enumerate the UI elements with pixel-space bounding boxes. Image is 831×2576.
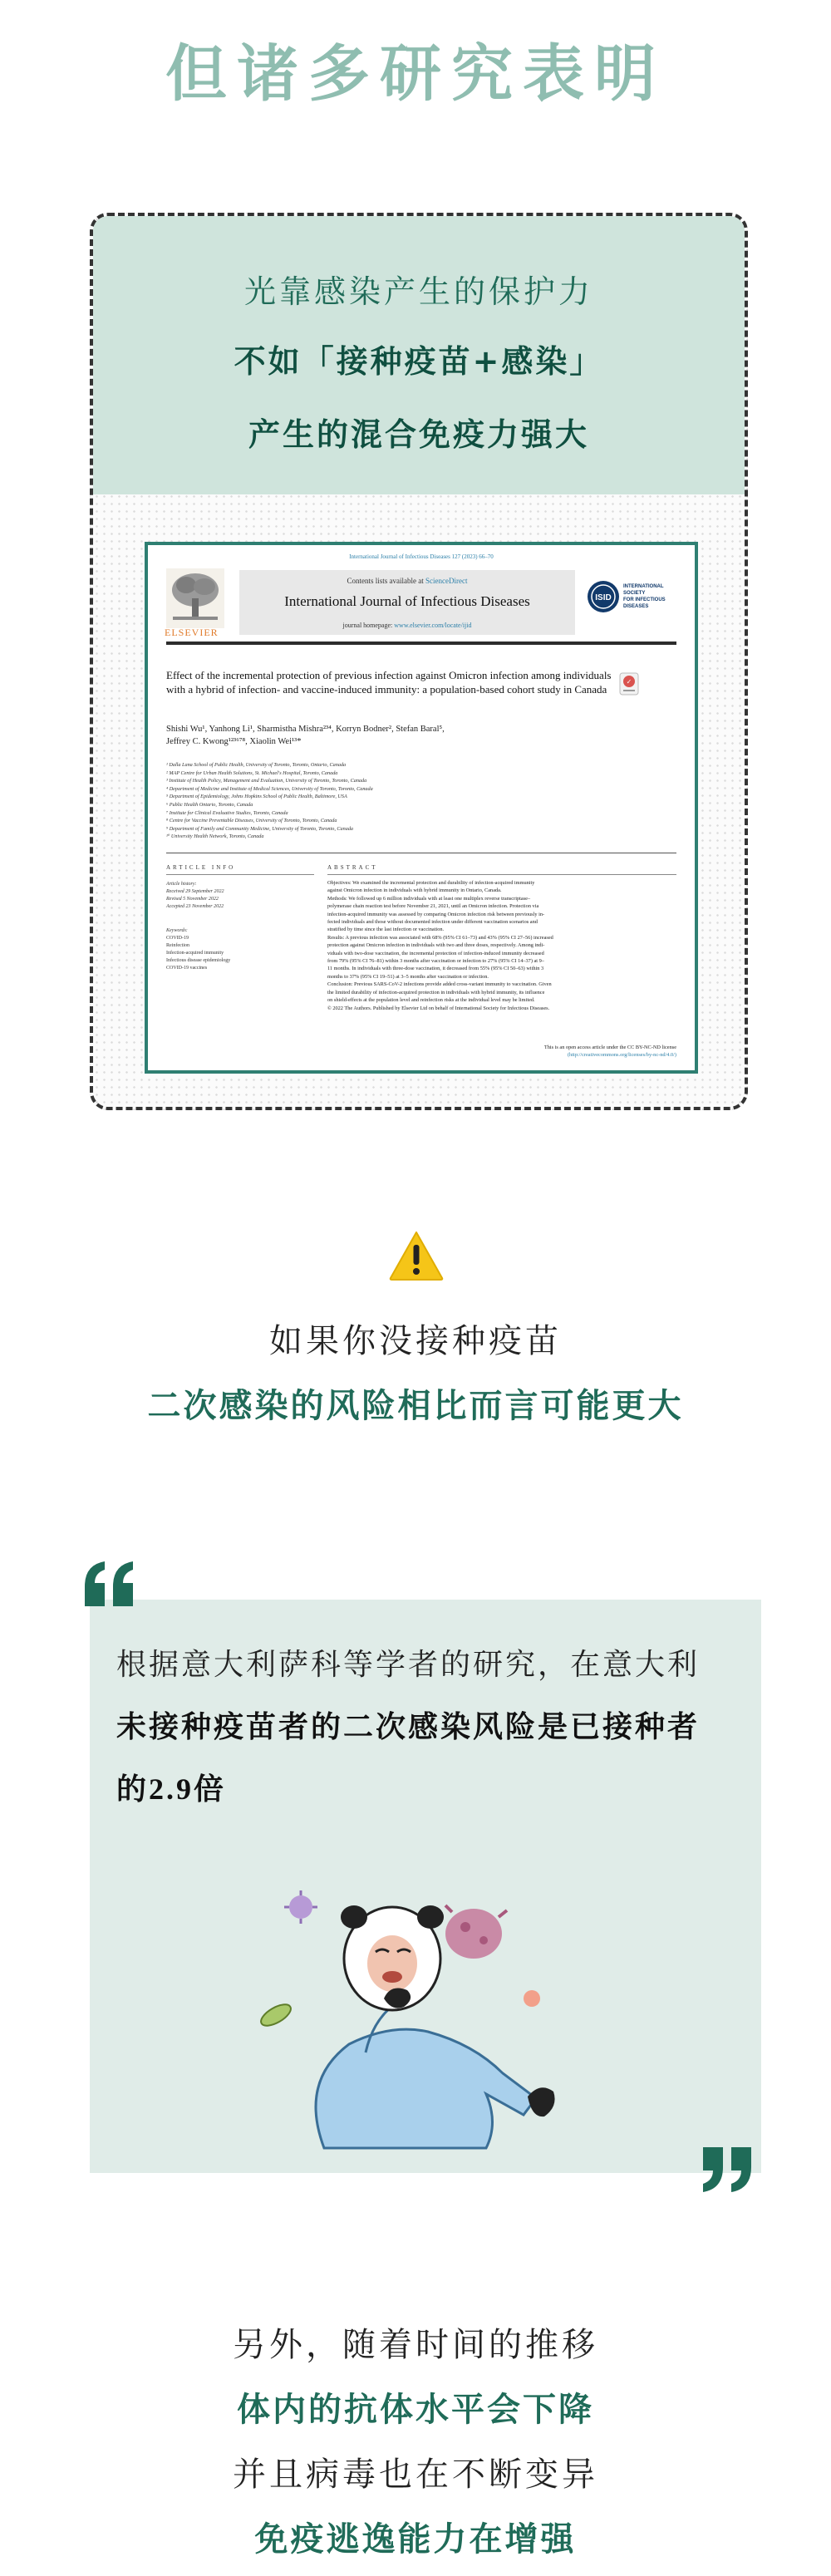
article-history [166, 881, 224, 911]
virus-icon [284, 1890, 317, 1924]
journal-name: International Journal of Infectious Diseases [284, 593, 530, 609]
homepage-link[interactable]: www.elsevier.com/locate/ijid [394, 622, 472, 629]
abstract-line: viduals with two-dose vaccination, the incremental protection of infection-induced immunity decreased [327, 950, 544, 956]
license-link[interactable]: (http://creativecommons.org/licenses/by-nc-nd/4.0/) [567, 1052, 676, 1059]
warning-line-1: 如果你没接种疫苗 [269, 1322, 562, 1360]
history-line: Accepted 23 November 2022 [166, 904, 224, 909]
abstract-line: 11 months. In individuals with three-dose vaccination, it decreased from 55% (95% CI 50–63) within 3 [327, 966, 544, 972]
abstract-heading: ABSTRACT [327, 864, 378, 871]
abstract-line: protection against Omicron infection in individuals with two and three doses, respectively. Among indi- [327, 942, 545, 949]
publisher-name: ELSEVIER [165, 627, 219, 638]
closing-line-2: 体内的抗体水平会下降 [237, 2391, 594, 2429]
abstract-text [327, 879, 676, 1012]
abstract-line: months to 37% (95% CI 19–51) at 3–5 months after vaccination or infection. [327, 973, 489, 980]
isid-badge-text: ISID [595, 593, 612, 602]
warning-icon [388, 1230, 445, 1281]
quote-line-1: 根据意大利萨科等学者的研究，在意大利 [116, 1648, 701, 1681]
history-line: Received 29 September 2022 [166, 889, 224, 894]
abstract-line: fected individuals and those without documented infection under different vaccination scenarios and [327, 919, 538, 926]
keyword-line: Infectious disease epidemiology [166, 958, 231, 963]
affiliation: ⁴ Department of Medicine and Institute of Medical Sciences, University of Toronto, Toronto, Canada [166, 785, 373, 792]
abstract-line: the limited durability of infection-acquired protection in individuals with hybrid immunity, its influence [327, 989, 545, 995]
affiliation: ³ Institute of Health Policy, Management and Evaluation, University of Toronto, Toronto, Canada [166, 778, 367, 784]
article-info-rule [166, 874, 314, 875]
society-line: DISEASES [623, 604, 649, 609]
license-text [327, 1044, 676, 1059]
affiliation: ⁵ Department of Epidemiology, Johns Hopkins School of Public Health, Baltimore, USA [166, 794, 347, 800]
homepage-prefix: journal homepage: [342, 622, 395, 629]
closing-line-1: 另外，随着时间的推移 [233, 2326, 598, 2364]
society-line: SOCIETY [623, 591, 646, 596]
article-title: Effect of the incremental protection of previous infection against Omicron infection among individuals with a hybrid of infection- and vaccine-induced immunity: a population-based cohort study in Canada [166, 669, 612, 696]
keyword-line: Reinfection [166, 943, 189, 948]
authors [166, 723, 445, 748]
check-updates-icon[interactable] [618, 671, 640, 696]
history-line: Revised 5 November 2022 [166, 897, 219, 902]
bacteria-icon [258, 2000, 294, 2030]
card-line-3: 产生的混合免疫力强大 [248, 416, 589, 453]
paper-screenshot [145, 542, 698, 1074]
affiliations [166, 761, 373, 841]
paper-running-head: International Journal of Infectious Diseases 127 (2023) 66–70 [349, 553, 494, 560]
abstract-line: Methods: We followed up 6 million individuals with at least one multiplex reverse transcriptase– [327, 895, 531, 902]
affiliation: ⁸ Centre for Vaccine Preventable Diseases, University of Toronto, Toronto, Canada [166, 818, 337, 824]
warning-line-2: 二次感染的风险相比而言可能更大 [147, 1387, 684, 1425]
keyword-line: COVID-19 [166, 936, 189, 941]
affiliation: ¹⁰ University Health Network, Toronto, Canada [166, 833, 264, 840]
abstract-rule [327, 874, 676, 875]
abstract-line: on shield-effects at the population level and reinfection risks at the individual level may be limited. [327, 997, 535, 1004]
affiliation: ² MAP Centre for Urban Health Solutions, St. Michael's Hospital, Toronto, Canada [166, 769, 338, 776]
check-updates-glyph: ✓ [626, 678, 632, 686]
abstract-line: from 79% (95% CI 76–81) within 3 months after vaccination or infection to 27% (95% CI 14–37) at 9– [327, 958, 544, 965]
virus-icon [445, 1905, 507, 1959]
header-rule [166, 642, 676, 645]
research-card [90, 213, 748, 1110]
society-line: FOR INFECTIOUS [623, 597, 666, 602]
card-line-1: 光靠感染产生的保护力 [243, 273, 593, 310]
society-line: INTERNATIONAL [623, 584, 664, 589]
closing-line-3: 并且病毒也在不断变异 [233, 2456, 598, 2494]
abstract-line: infection-acquired immunity was assessed by comparing Omicron infection risk between previously in- [327, 911, 545, 917]
abstract-line: Objectives: We examined the incremental protection and durability of infection-acquired immunity [327, 880, 535, 886]
sciencedirect-link[interactable]: ScienceDirect [425, 577, 468, 585]
abstract-line: polymerase chain reaction test before November 21, 2021, until an Omicron infection. Protection via [327, 903, 539, 910]
authors-line: Shishi Wu¹, Yanhong Li¹, Sharmistha Mishra²³⁴, Korryn Bodner², Stefan Baral⁵, [166, 725, 445, 734]
keyword-line: Infection-acquired immunity [166, 951, 224, 956]
card-line-2: 不如「接种疫苗+感染」 [234, 343, 604, 380]
affiliation: ⁷ Institute for Clinical Evaluative Studies, Toronto, Canada [166, 809, 288, 816]
closing-line-4: 免疫逃逸能力在增强 [254, 2520, 577, 2559]
article-info-heading: ARTICLE INFO [166, 864, 236, 871]
quote-line-3: 的2.9倍 [116, 1772, 227, 1806]
contents-prefix: Contents lists available at [347, 577, 425, 585]
contents-line [239, 577, 575, 585]
keyword-line: COVID-19 vaccines [166, 966, 208, 971]
authors-line: Jeffrey C. Kwong¹²³⁶⁷⁸, Xiaolin Wei¹³* [166, 737, 302, 746]
research-card-header [93, 216, 745, 494]
elsevier-tree-logo [166, 568, 224, 633]
license-line: This is an open access article under the CC BY-NC-ND license [543, 1045, 676, 1050]
affiliation: ⁹ Department of Family and Community Medicine, University of Toronto, Toronto, Canada [166, 825, 354, 832]
affiliation: ¹ Dalla Lana School of Public Health, University of Toronto, Toronto, Ontario, Canada [166, 762, 347, 768]
abstract-line: stratified by time since the last infection or vaccination. [327, 927, 445, 933]
journal-homepage [239, 622, 575, 629]
panda-meme-illustration [249, 1874, 615, 2156]
history-line: Article history: [166, 882, 197, 887]
page-title: 但诸多研究表明 [165, 38, 666, 110]
abstract-line: Results: A previous infection was associated with 68% (95% CI 61–73) and 43% (95% CI 27–56) increased [327, 934, 553, 941]
abstract-line: against Omicron infection in individuals with hybrid immunity in Ontario, Canada. [327, 887, 502, 894]
quote-line-2: 未接种疫苗者的二次感染风险是已接种者 [116, 1710, 701, 1743]
isid-logo [587, 580, 620, 613]
abstract-line: © 2022 The Authors. Published by Elsevier Ltd on behalf of International Society for Infectious Diseases. [327, 1005, 550, 1011]
quote-open-icon [80, 1558, 138, 1610]
affiliation: ⁶ Public Health Ontario, Toronto, Canada [166, 801, 253, 808]
quote-close-icon [698, 2144, 756, 2195]
virus-icon [524, 1990, 540, 2007]
keyword-line: Keywords: [166, 928, 188, 933]
society-name [623, 583, 666, 610]
keywords [166, 927, 230, 972]
abstract-line: Conclusion: Previous SARS-CoV-2 infections provide added cross-variant immunity to vaccination. Given [327, 981, 552, 988]
